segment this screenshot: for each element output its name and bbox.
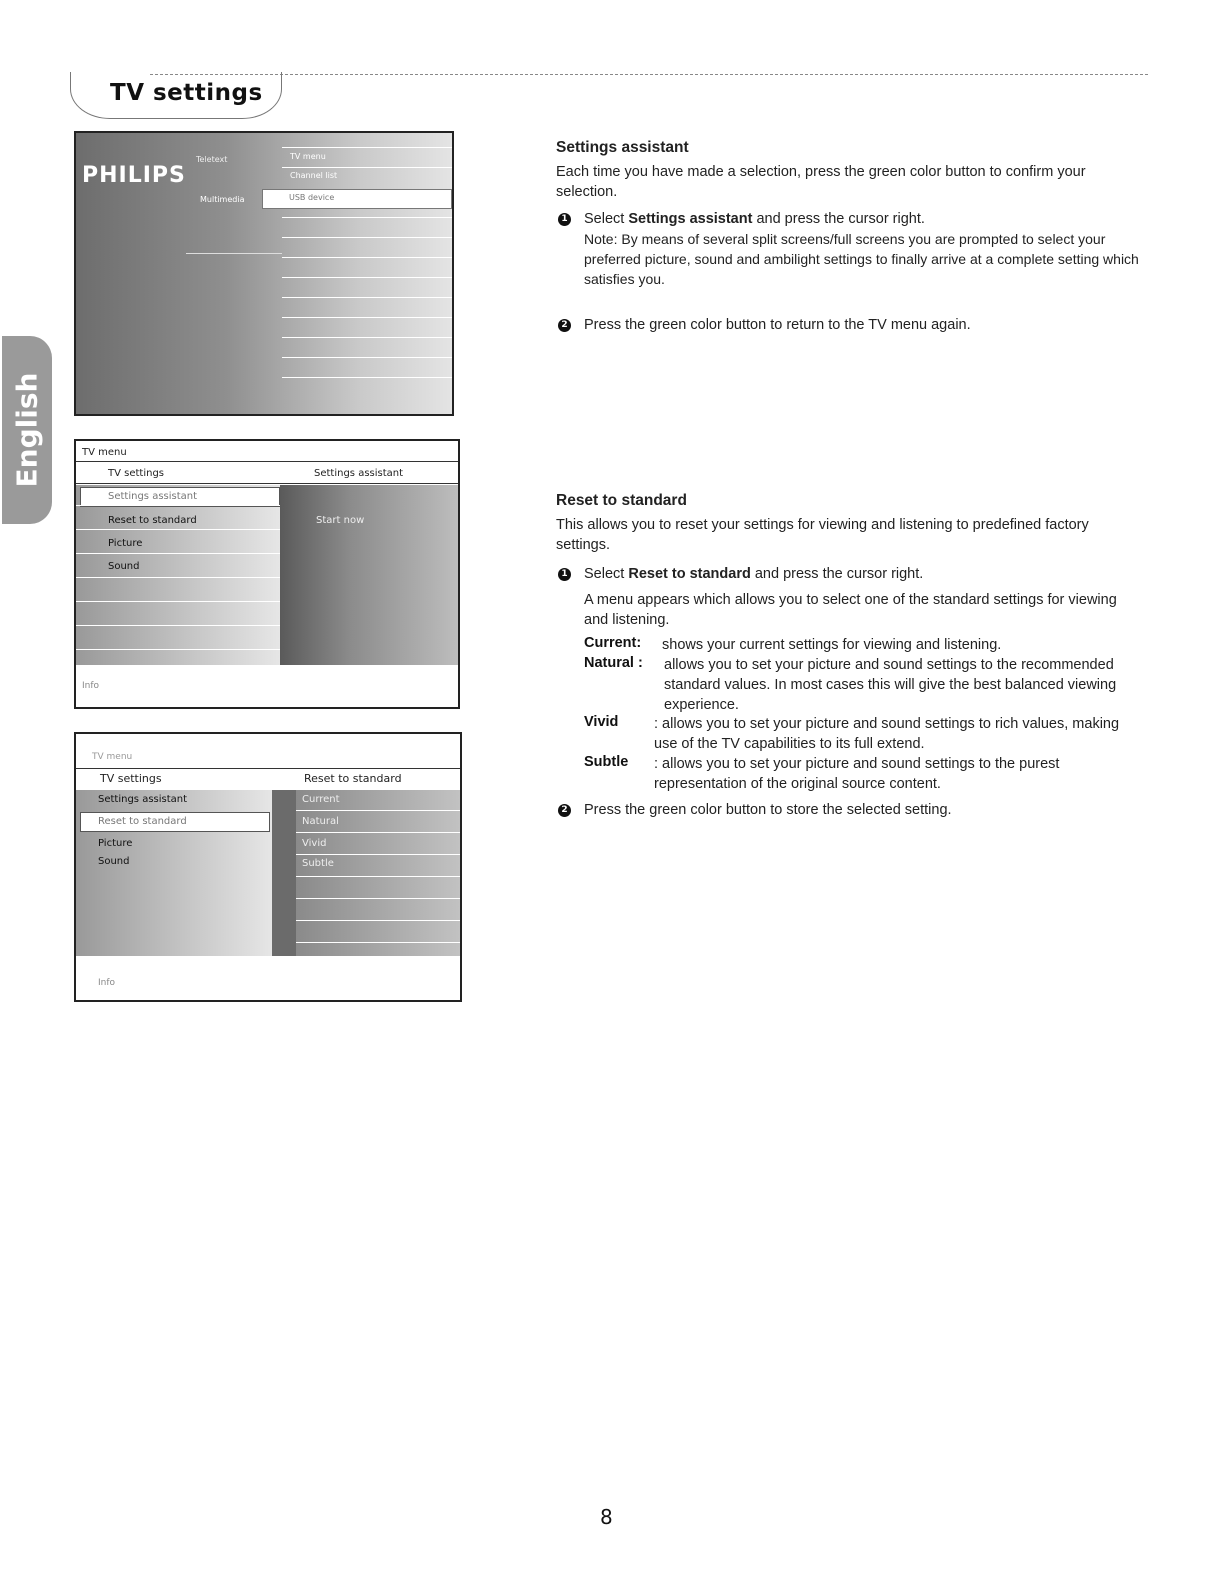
settings-assistant-step2: Press the green color button to return to the TV menu again. bbox=[584, 317, 971, 333]
menu-item-sound: Sound bbox=[108, 561, 140, 572]
step-emphasis: Reset to standard bbox=[628, 566, 751, 582]
option-term-vivid: Vivid bbox=[584, 714, 619, 730]
settings-assistant-section bbox=[556, 139, 1146, 202]
menu-item-sound: Sound bbox=[98, 856, 130, 867]
menu-item-usb-selected bbox=[262, 189, 452, 209]
row-divider bbox=[296, 920, 460, 921]
step-text: Select bbox=[584, 566, 629, 582]
step-text: and press the cursor right. bbox=[750, 566, 924, 582]
menu-row bbox=[282, 377, 452, 396]
page-title: TV settings bbox=[110, 80, 263, 106]
menu-row bbox=[282, 217, 452, 236]
menu-row bbox=[282, 357, 452, 376]
menu-item-tv-menu: TV menu bbox=[290, 152, 326, 161]
page-number: 8 bbox=[600, 1505, 613, 1529]
panel-title: Reset to standard bbox=[304, 772, 402, 785]
menu-item-channel-list: Channel list bbox=[290, 171, 338, 180]
divider bbox=[76, 461, 458, 462]
breadcrumb: TV menu bbox=[92, 752, 133, 762]
menu-row bbox=[282, 337, 452, 356]
submenu-item-current: Current bbox=[302, 794, 340, 805]
row-divider bbox=[296, 876, 460, 877]
menu-item-reset-to-standard: Reset to standard bbox=[98, 816, 187, 827]
row-divider bbox=[296, 810, 460, 811]
screenshot-settings-assistant bbox=[74, 439, 460, 709]
header-rule bbox=[150, 74, 1148, 75]
row-divider bbox=[296, 942, 460, 943]
row-divider bbox=[76, 529, 280, 530]
menu-row bbox=[282, 317, 452, 336]
row-divider bbox=[76, 553, 280, 554]
menu-row bbox=[282, 297, 452, 316]
brand-logo: PHILIPS bbox=[82, 163, 186, 188]
menu-row bbox=[282, 277, 452, 296]
submenu-panel bbox=[280, 485, 458, 665]
info-label: Info bbox=[82, 681, 100, 691]
step-emphasis: Settings assistant bbox=[628, 211, 753, 227]
submenu-item-natural: Natural bbox=[302, 816, 339, 827]
menu-item-settings-assistant: Settings assistant bbox=[98, 794, 188, 805]
submenu-item-start-now: Start now bbox=[316, 515, 365, 526]
menu-list-panel bbox=[76, 485, 280, 665]
info-label: Info bbox=[98, 978, 116, 988]
menu-row bbox=[282, 257, 452, 276]
section-intro: This allows you to reset your settings for viewing and listening to predefined factory settings. bbox=[556, 517, 1089, 553]
scroll-strip bbox=[272, 790, 296, 956]
row-divider bbox=[76, 505, 280, 506]
row-divider bbox=[296, 832, 460, 833]
reset-step1 bbox=[584, 564, 1146, 584]
screenshot-main-menu bbox=[74, 131, 454, 416]
row-divider bbox=[76, 649, 280, 650]
menu-item-settings-assistant: Settings assistant bbox=[108, 491, 198, 502]
step-number-1: 1 bbox=[558, 568, 571, 581]
option-term-current: Current: bbox=[584, 635, 642, 651]
submenu-item-subtle: Subtle bbox=[302, 858, 334, 869]
option-desc-vivid: : allows you to set your picture and sound settings to rich values, making use of the TV capabilities to its full extend. bbox=[654, 716, 1120, 752]
row-divider bbox=[76, 601, 280, 602]
option-desc-natural: allows you to set your picture and sound settings to the recommended standard values. In most cases this will give the best balanced viewing experience. bbox=[664, 657, 1117, 713]
step-text: Select bbox=[584, 211, 629, 227]
menu-row bbox=[282, 237, 452, 256]
section-intro: Each time you have made a selection, press the green color button to confirm your selection. bbox=[556, 164, 1086, 200]
settings-assistant-step1 bbox=[584, 209, 1146, 229]
reset-step2: Press the green color button to store the selected setting. bbox=[584, 802, 952, 818]
menu-item-picture: Picture bbox=[108, 538, 143, 549]
divider bbox=[76, 483, 458, 484]
menu-item-usb-label: USB device bbox=[289, 193, 335, 202]
option-desc-current: shows your current settings for viewing and listening. bbox=[662, 637, 1002, 653]
multimedia-label: Multimedia bbox=[200, 195, 245, 204]
option-desc-subtle: : allows you to set your picture and sound settings to the purest representation of the original source content. bbox=[654, 756, 1060, 792]
step-number-2: 2 bbox=[558, 319, 571, 332]
step-number-1: 1 bbox=[558, 213, 571, 226]
option-term-natural: Natural : bbox=[584, 655, 643, 671]
panel-title: Settings assistant bbox=[314, 468, 404, 479]
section-label: TV settings bbox=[108, 468, 165, 479]
divider bbox=[76, 768, 460, 769]
row-divider bbox=[76, 577, 280, 578]
menu-item-reset-to-standard: Reset to standard bbox=[108, 515, 197, 526]
teletext-label: Teletext bbox=[196, 155, 228, 164]
option-term-subtle: Subtle bbox=[584, 754, 629, 770]
submenu-item-vivid: Vivid bbox=[302, 838, 327, 849]
language-tab bbox=[2, 336, 52, 524]
row-divider bbox=[76, 625, 280, 626]
row-divider bbox=[296, 898, 460, 899]
reset-step1-detail: A menu appears which allows you to select one of the standard settings for viewing and listening. bbox=[584, 592, 1117, 628]
section-heading: Settings assistant bbox=[556, 139, 689, 156]
section-label: TV settings bbox=[100, 772, 162, 785]
menu-item-picture: Picture bbox=[98, 838, 133, 849]
step-number-2: 2 bbox=[558, 804, 571, 817]
reset-to-standard-section bbox=[556, 492, 1146, 555]
breadcrumb: TV menu bbox=[82, 447, 127, 458]
divider bbox=[186, 253, 282, 254]
language-tab-label: English bbox=[10, 372, 44, 488]
settings-assistant-note: Note: By means of several split screens/full screens you are prompted to select your preferred picture, sound and ambilight settings to finally arrive at a complete setting which satisfies you. bbox=[584, 231, 1139, 287]
row-divider bbox=[296, 854, 460, 855]
step-text: and press the cursor right. bbox=[752, 211, 925, 227]
screenshot-reset-to-standard bbox=[74, 732, 462, 1002]
submenu-panel bbox=[296, 790, 460, 956]
section-heading: Reset to standard bbox=[556, 492, 687, 509]
